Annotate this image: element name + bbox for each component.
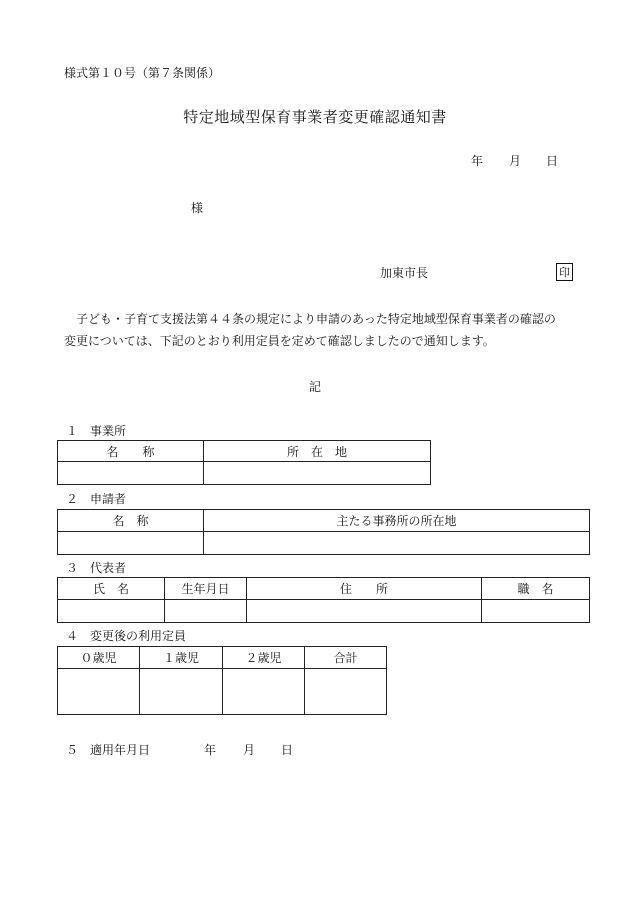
date-year-label: 年 bbox=[471, 154, 484, 168]
section-2-label: ２ 申請者 bbox=[66, 492, 127, 506]
document-title: 特定地域型保育事業者変更確認通知書 bbox=[183, 108, 447, 126]
date-day-label: 日 bbox=[546, 154, 559, 168]
ki-heading: 記 bbox=[308, 380, 321, 394]
section-3-label: ３ 代表者 bbox=[66, 561, 127, 575]
rep-address-header: 住 所 bbox=[247, 578, 482, 600]
rep-position-cell[interactable] bbox=[482, 600, 590, 623]
body-line-1: 子ども・子育て支援法第４４条の規定により申請のあった特定地域型保育事業者の確認の bbox=[76, 312, 556, 326]
body-line-2: 変更については、下記のとおり利用定員を定めて確認しましたので通知します。 bbox=[64, 334, 495, 348]
office-address-cell[interactable] bbox=[204, 462, 431, 485]
capacity-total-header: 合計 bbox=[305, 647, 387, 669]
office-address-header: 所 在 地 bbox=[204, 441, 431, 462]
applicant-name-header: 名 称 bbox=[58, 510, 204, 532]
date-month-label: 月 bbox=[509, 154, 522, 168]
office-name-cell[interactable] bbox=[58, 462, 204, 485]
representative-table bbox=[57, 577, 590, 623]
section-4-label: ４ 変更後の利用定員 bbox=[66, 629, 187, 643]
capacity-age0-header: ０歳児 bbox=[58, 647, 140, 669]
capacity-table bbox=[57, 646, 387, 715]
rep-position-header: 職 名 bbox=[482, 578, 590, 600]
capacity-age1-header: １歳児 bbox=[140, 647, 223, 669]
rep-name-header: 氏 名 bbox=[58, 578, 165, 600]
body-text bbox=[64, 308, 556, 352]
apply-date-month: 月 bbox=[243, 743, 256, 757]
apply-date-day: 日 bbox=[281, 743, 294, 757]
rep-birthdate-header: 生年月日 bbox=[165, 578, 247, 600]
seal-mark: 印 bbox=[556, 263, 573, 281]
applicant-office-cell[interactable] bbox=[204, 532, 590, 555]
office-name-header: 名 称 bbox=[58, 441, 204, 462]
section-1-label: １ 事業所 bbox=[66, 424, 127, 438]
apply-date-year: 年 bbox=[204, 743, 217, 757]
capacity-age0-cell[interactable] bbox=[58, 669, 140, 715]
rep-birthdate-cell[interactable] bbox=[165, 600, 247, 623]
office-table bbox=[57, 440, 431, 485]
capacity-age2-header: ２歳児 bbox=[223, 647, 305, 669]
section-5-label: ５ 適用年月日 bbox=[66, 743, 151, 757]
rep-address-cell[interactable] bbox=[247, 600, 482, 623]
capacity-total-cell[interactable] bbox=[305, 669, 387, 715]
form-number: 様式第１０号（第７条関係） bbox=[64, 66, 221, 80]
capacity-age1-cell[interactable] bbox=[140, 669, 223, 715]
rep-name-cell[interactable] bbox=[58, 600, 165, 623]
capacity-age2-cell[interactable] bbox=[223, 669, 305, 715]
applicant-table bbox=[57, 509, 590, 555]
applicant-office-header: 主たる事務所の所在地 bbox=[204, 510, 590, 532]
applicant-name-cell[interactable] bbox=[58, 532, 204, 555]
issuer-name: 加東市長 bbox=[380, 266, 429, 280]
addressee-suffix: 様 bbox=[191, 201, 204, 215]
